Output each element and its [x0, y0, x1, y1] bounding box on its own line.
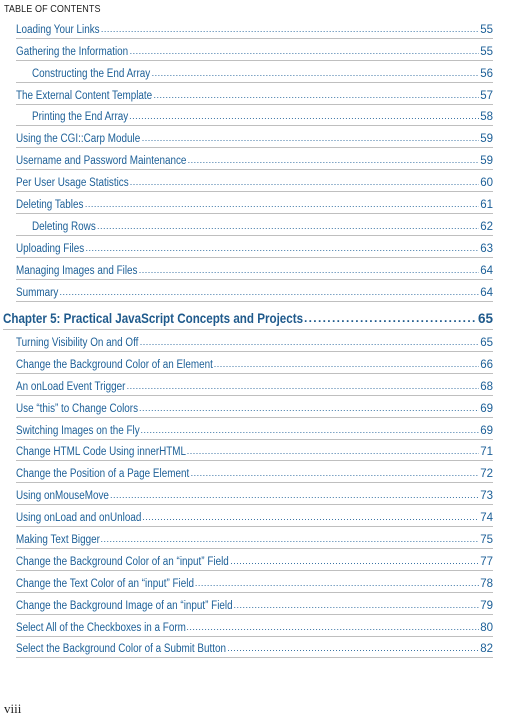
- toc-entry-page: 72: [480, 468, 493, 481]
- toc-entry[interactable]: [16, 61, 493, 83]
- toc-entry-page: 59: [480, 133, 493, 146]
- toc-entry[interactable]: [16, 440, 493, 462]
- toc-entry-page: 59: [480, 155, 493, 168]
- toc-entry[interactable]: [16, 571, 493, 593]
- toc-entry[interactable]: [16, 637, 493, 659]
- toc-entry-page: 64: [480, 286, 493, 299]
- toc-entry[interactable]: [16, 258, 493, 280]
- toc-entry-page: 82: [480, 643, 493, 656]
- dot-leader: [140, 336, 479, 348]
- dot-leader: [195, 577, 479, 589]
- dot-leader: [85, 198, 479, 210]
- toc-entry-page: 74: [480, 512, 493, 525]
- dot-leader: [85, 242, 479, 254]
- dot-leader: [101, 533, 480, 545]
- toc-entry-title: Chapter 5: Practical JavaScript Concepts and Projects: [3, 311, 304, 327]
- toc-entry-title: Using onMouseMove: [16, 490, 109, 503]
- toc-entry-title: Printing the End Array: [32, 111, 129, 124]
- toc-entry-title: Select the Background Color of a Submit Button: [16, 643, 227, 656]
- toc-entry[interactable]: [16, 83, 493, 105]
- dot-leader: [130, 45, 480, 57]
- toc-entry[interactable]: [16, 214, 493, 236]
- toc-entry-title: Deleting Rows: [32, 220, 96, 233]
- dot-leader: [234, 599, 480, 611]
- toc-entry[interactable]: [16, 374, 493, 396]
- toc-entry-page: 57: [480, 89, 493, 102]
- toc-entry-title: Switching Images on the Fly: [16, 424, 140, 437]
- toc-entry[interactable]: [16, 615, 493, 637]
- toc-entry-title: The External Content Template: [16, 89, 153, 102]
- toc-entry-title: Change the Background Image of an “input” Field: [16, 599, 233, 612]
- toc-entry[interactable]: [16, 39, 493, 61]
- dot-leader: [139, 402, 479, 414]
- dot-leader: [154, 89, 480, 101]
- dot-leader: [97, 220, 479, 232]
- dot-leader: [227, 642, 479, 654]
- toc-entry-title: Change HTML Code Using innerHTML: [16, 446, 187, 459]
- toc-entry-page: 75: [480, 533, 493, 546]
- toc-entry-page: 68: [480, 380, 493, 393]
- toc-entry[interactable]: [16, 549, 493, 571]
- toc-entry-title: Using the CGI::Carp Module: [16, 133, 141, 146]
- toc-entry-title: Use “this” to Change Colors: [16, 402, 139, 415]
- toc-entry-title: Change the Text Color of an “input” Field: [16, 577, 194, 590]
- toc-entry-title: Constructing the End Array: [32, 67, 151, 80]
- toc-entry-title: Uploading Files: [16, 242, 85, 255]
- toc-entry-page: 66: [480, 358, 493, 371]
- toc-entry-title: Using onLoad and onUnload: [16, 512, 142, 525]
- dot-leader: [110, 489, 479, 501]
- running-header: TABLE OF CONTENTS: [4, 3, 101, 15]
- toc-entry-title: Loading Your Links: [16, 23, 100, 36]
- dot-leader: [191, 467, 480, 479]
- toc-entry[interactable]: [16, 418, 493, 440]
- toc-entry[interactable]: [16, 148, 493, 170]
- toc-entry-title: Turning Visibility On and Off: [16, 336, 139, 349]
- toc-entry-page: 62: [480, 220, 493, 233]
- toc-chapter-entry[interactable]: [3, 302, 493, 331]
- toc-entry-page: 65: [480, 336, 493, 349]
- dot-leader: [127, 380, 480, 392]
- toc-entry[interactable]: [16, 461, 493, 483]
- dot-leader: [142, 511, 479, 523]
- dot-leader: [141, 424, 480, 436]
- toc-entry-page: 79: [480, 599, 493, 612]
- toc-entry-page: 63: [480, 242, 493, 255]
- toc-entry-title: Deleting Tables: [16, 199, 84, 212]
- toc-entry-page: 69: [480, 402, 493, 415]
- toc-entry[interactable]: [16, 105, 493, 127]
- toc-entry-page: 56: [480, 67, 493, 80]
- toc-entry-title: Change the Background Color of an “input” Field: [16, 555, 229, 568]
- dot-leader: [152, 67, 480, 79]
- toc-entry-page: 69: [480, 424, 493, 437]
- toc-entry[interactable]: [16, 330, 493, 352]
- toc-entry-page: 55: [480, 45, 493, 58]
- toc-entry[interactable]: [16, 126, 493, 148]
- dot-leader: [60, 286, 480, 298]
- toc-entry[interactable]: [16, 396, 493, 418]
- toc-entry-page: 71: [480, 446, 493, 459]
- dot-leader: [139, 264, 479, 276]
- dot-leader: [101, 23, 479, 35]
- toc-entry[interactable]: [16, 505, 493, 527]
- toc-entry-title: Making Text Bigger: [16, 533, 100, 546]
- dot-leader: [188, 154, 480, 166]
- dot-leader: [304, 310, 477, 325]
- toc-entry-title: Username and Password Maintenance: [16, 155, 187, 168]
- toc-entry-title: Select All of the Checkboxes in a Form: [16, 621, 186, 634]
- dot-leader: [230, 555, 479, 567]
- toc-entry-title: An onLoad Event Trigger: [16, 380, 126, 393]
- toc-entry[interactable]: [16, 170, 493, 192]
- dot-leader: [142, 132, 480, 144]
- toc-entry-title: Change the Position of a Page Element: [16, 468, 190, 481]
- toc-entry-page: 80: [480, 621, 493, 634]
- dot-leader: [129, 110, 479, 122]
- toc-entry-page: 73: [480, 490, 493, 503]
- toc-entry-page: 60: [480, 177, 493, 190]
- toc-entry-page: 61: [480, 199, 493, 212]
- toc-entry-title: Per User Usage Statistics: [16, 177, 129, 190]
- dot-leader: [187, 445, 479, 457]
- toc-entry-title: Summary: [16, 286, 59, 299]
- toc-entry-page: 64: [480, 264, 493, 277]
- toc-entry[interactable]: [16, 192, 493, 214]
- toc-entry[interactable]: [16, 280, 493, 302]
- toc-entry-page: 55: [480, 23, 493, 36]
- table-of-contents: [3, 17, 493, 658]
- toc-entry-page: 78: [480, 577, 493, 590]
- toc-entry-page: 65: [477, 311, 493, 327]
- toc-entry[interactable]: [16, 527, 493, 549]
- toc-entry[interactable]: [16, 236, 493, 258]
- toc-entry[interactable]: [16, 17, 493, 39]
- toc-entry[interactable]: [16, 593, 493, 615]
- dot-leader: [214, 358, 479, 370]
- toc-entry-page: 58: [480, 111, 493, 124]
- page-number: viii: [4, 701, 22, 716]
- toc-entry-title: Gathering the Information: [16, 45, 129, 58]
- toc-entry[interactable]: [16, 352, 493, 374]
- toc-entry-page: 77: [480, 555, 493, 568]
- dot-leader: [186, 621, 479, 633]
- toc-entry-title: Managing Images and Files: [16, 264, 138, 277]
- toc-entry[interactable]: [16, 483, 493, 505]
- dot-leader: [130, 176, 480, 188]
- toc-entry-title: Change the Background Color of an Element: [16, 358, 213, 371]
